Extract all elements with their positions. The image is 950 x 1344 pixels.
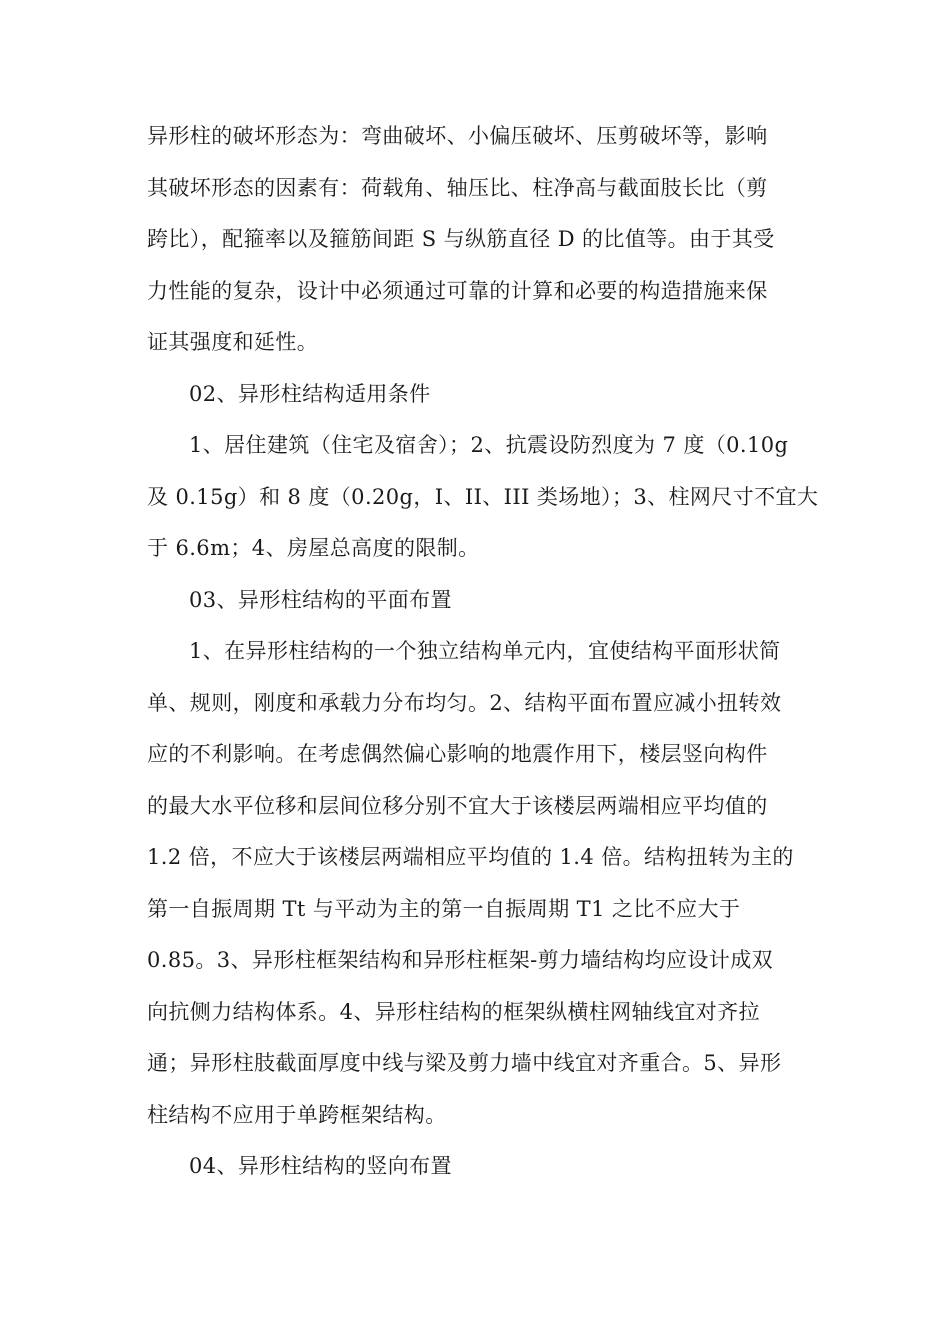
heading-line: 04、异形柱结构的竖向布置 xyxy=(189,1154,452,1178)
paragraph-failure-modes xyxy=(147,111,807,369)
document-body xyxy=(147,111,819,1193)
text-line: 及 0.15g）和 8 度（0.20g，I、II、III 类场地）；3、柱网尺寸不宜大 xyxy=(147,484,819,509)
text-line: 通；异形柱肢截面厚度中线与梁及剪力墙中线宜对齐重合。5、异形 xyxy=(147,1051,782,1075)
heading-line: 02、异形柱结构适用条件 xyxy=(189,381,431,406)
paragraph-applicable-conditions xyxy=(147,420,819,575)
section-heading-03 xyxy=(147,575,807,627)
text-line: 于 6.6m；4、房屋总高度的限制。 xyxy=(147,536,480,560)
section-heading-04 xyxy=(147,1141,807,1193)
text-line: 向抗侧力结构体系。4、异形柱结构的框架纵横柱网轴线宜对齐拉 xyxy=(147,999,760,1024)
section-heading-02 xyxy=(147,369,807,421)
text-line: 0.85。3、异形柱框架结构和异形柱框架-剪力墙结构均应设计成双 xyxy=(147,948,774,972)
text-line: 1、在异形柱结构的一个独立结构单元内，宜使结构平面形状简 xyxy=(189,639,781,663)
paragraph-plan-layout xyxy=(147,626,807,1141)
text-line: 第一自振周期 Tt 与平动为主的第一自振周期 T1 之比不应大于 xyxy=(147,896,741,921)
text-line: 1、居住建筑（住宅及宿舍）；2、抗震设防烈度为 7 度（0.10g xyxy=(189,433,789,457)
text-line: 力性能的复杂，设计中必须通过可靠的计算和必要的构造措施来保 xyxy=(147,278,768,303)
text-line: 其破坏形态的因素有：荷载角、轴压比、柱净高与截面肢长比（剪 xyxy=(147,175,768,200)
text-line: 证其强度和延性。 xyxy=(147,330,319,354)
text-line: 跨比），配箍率以及箍筋间距 S 与纵筋直径 D 的比值等。由于其受 xyxy=(147,227,775,251)
text-line: 的最大水平位移和层间位移分别不宜大于该楼层两端相应平均值的 xyxy=(147,793,768,818)
text-line: 应的不利影响。在考虑偶然偏心影响的地震作用下，楼层竖向构件 xyxy=(147,742,768,766)
heading-line: 03、异形柱结构的平面布置 xyxy=(189,587,452,612)
text-line: 1.2 倍，不应大于该楼层两端相应平均值的 1.4 倍。结构扭转为主的 xyxy=(147,845,794,869)
text-line: 异形柱的破坏形态为：弯曲破坏、小偏压破坏、压剪破坏等，影响 xyxy=(147,124,768,148)
text-line: 柱结构不应用于单跨框架结构。 xyxy=(147,1102,447,1127)
text-line: 单、规则，刚度和承载力分布均匀。2、结构平面布置应减小扭转效 xyxy=(147,690,782,715)
